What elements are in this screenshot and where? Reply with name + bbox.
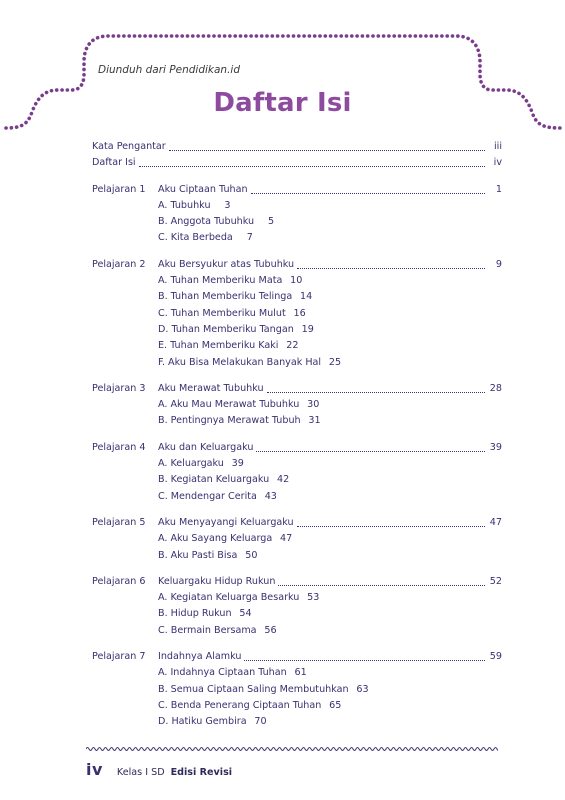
toc-page-number: 31	[308, 415, 321, 427]
toc-entry-title: Kata Pengantar	[92, 141, 166, 152]
table-of-contents	[92, 139, 502, 731]
toc-entry	[92, 515, 502, 531]
toc-subentry-letter: D.	[158, 323, 169, 335]
toc-page-number: 10	[290, 275, 303, 287]
toc-entry-title: Semua Ciptaan Saling Membutuhkan	[170, 683, 349, 695]
toc-entry-title: Indahnya Ciptaan Tuhan	[170, 667, 287, 679]
toc-entry-title: Tuhan Memberiku Mulut	[170, 307, 286, 319]
toc-entry	[92, 381, 502, 397]
toc-entry	[92, 257, 502, 273]
toc-subentry	[92, 698, 342, 714]
toc-entry-title: Pentingnya Merawat Tubuh	[170, 415, 301, 427]
toc-dot-leader	[297, 525, 485, 527]
footer-edition: Edisi Revisi	[170, 767, 233, 778]
toc-subentry	[92, 548, 258, 564]
toc-subentry-letter: A.	[158, 399, 168, 411]
toc-gap	[92, 564, 502, 574]
toc-entry	[92, 182, 502, 198]
toc-entry-title: Daftar Isi	[92, 157, 136, 169]
toc-page-number: 16	[293, 307, 306, 319]
toc-subentry-letter: A.	[158, 458, 168, 470]
toc-chapter-label: Pelajaran 5	[92, 516, 146, 528]
toc-entry	[92, 649, 502, 665]
toc-entry-title: Indahnya Alamku	[158, 651, 242, 663]
toc-subentry	[92, 230, 253, 246]
toc-gap	[92, 247, 502, 257]
toc-chapter-label: Pelajaran 7	[92, 651, 146, 663]
toc-chapter-label: Pelajaran 3	[92, 382, 146, 394]
toc-entry	[92, 440, 502, 456]
toc-page-number: 9	[495, 258, 502, 270]
toc-entry-title: Aku Sayang Keluarga	[170, 533, 273, 545]
page-footer	[86, 760, 232, 779]
toc-entry-title: Mendengar Cerita	[170, 490, 257, 502]
toc-chapter-label: Pelajaran 4	[92, 441, 146, 453]
toc-page-number: 47	[489, 516, 502, 528]
toc-subentry	[92, 623, 277, 639]
toc-subentry-letter: C.	[158, 307, 168, 319]
toc-entry-title: Anggota Tubuhku	[170, 216, 255, 228]
toc-page-number: 7	[246, 232, 253, 244]
toc-subentry-letter: D.	[158, 716, 169, 728]
toc-entry-title: Tubuhku	[170, 199, 211, 211]
toc-page-number: 65	[329, 699, 342, 711]
toc-subentry	[92, 456, 244, 472]
toc-dot-leader	[251, 192, 485, 194]
toc-subentry-letter: A.	[158, 592, 168, 604]
toc-dot-leader	[256, 450, 485, 452]
toc-subentry	[92, 273, 303, 289]
toc-page-number: 5	[268, 216, 275, 228]
toc-entry-title: Aku Menyayangi Keluargaku	[158, 516, 294, 528]
toc-subentry	[92, 413, 321, 429]
toc-subentry	[92, 338, 299, 354]
toc-entry-title: Aku Bisa Melakukan Banyak Hal	[168, 356, 322, 368]
toc-page-number: 28	[489, 382, 502, 394]
toc-entry-title: Aku Pasti Bisa	[170, 549, 238, 561]
toc-page-number: 43	[264, 490, 277, 502]
toc-page-number: 61	[294, 667, 307, 679]
toc-subentry-letter: C.	[158, 232, 168, 244]
toc-entry-title: Keluargaku	[170, 458, 224, 470]
toc-page-number: 3	[224, 199, 231, 211]
toc-subentry-letter: B.	[158, 216, 168, 228]
toc-subentry	[92, 289, 313, 305]
toc-subentry-letter: A.	[158, 275, 168, 287]
wave-line	[86, 748, 498, 751]
toc-subentry-letter: B.	[158, 608, 168, 620]
toc-subentry-letter: A.	[158, 199, 168, 211]
toc-page-number: 47	[280, 533, 293, 545]
footer-wave-divider	[86, 745, 498, 753]
toc-subentry	[92, 665, 307, 681]
toc-gap	[92, 172, 502, 182]
toc-entry-title: Aku Ciptaan Tuhan	[158, 183, 248, 195]
toc-page-number: 50	[245, 549, 258, 561]
toc-subentry	[92, 214, 275, 230]
toc-entry-title: Hidup Rukun	[170, 608, 232, 620]
toc-dot-leader	[267, 391, 485, 393]
toc-page-number: iv	[493, 157, 502, 169]
toc-entry-title: Aku dan Keluargaku	[158, 441, 254, 453]
toc-subentry	[92, 606, 252, 622]
toc-chapter-label: Pelajaran 2	[92, 258, 146, 270]
toc-entry-title: Aku Bersyukur atas Tubuhku	[158, 258, 295, 270]
toc-subentry	[92, 590, 320, 606]
toc-page-number: 25	[328, 356, 342, 368]
toc-subentry	[92, 472, 290, 488]
toc-dot-leader	[169, 149, 485, 151]
toc-page-number: 63	[356, 683, 369, 695]
toc-subentry	[92, 322, 314, 338]
toc-page-number: 22	[286, 340, 299, 352]
toc-entry-title: Tuhan Memberiku Kaki	[170, 340, 279, 352]
toc-page-number: 56	[264, 624, 277, 636]
toc-page-number: 30	[307, 399, 320, 411]
toc-gap	[92, 430, 502, 440]
toc-entry-title: Kita Berbeda	[170, 232, 233, 244]
toc-dot-leader	[244, 659, 485, 661]
toc-gap	[92, 371, 502, 381]
toc-dot-leader	[139, 165, 485, 167]
toc-subentry	[92, 682, 369, 698]
toc-page-number: 59	[489, 651, 502, 663]
toc-subentry	[92, 397, 320, 413]
toc-subentry-letter: C.	[158, 490, 168, 502]
toc-entry-title: Keluargaku Hidup Rukun	[158, 575, 276, 587]
toc-entry-title: Aku Mau Merawat Tubuhku	[170, 399, 300, 411]
toc-subentry	[92, 489, 277, 505]
toc-page-number: 42	[276, 474, 290, 486]
toc-entry	[92, 155, 502, 171]
toc-subentry-letter: C.	[158, 624, 168, 636]
toc-subentry	[92, 198, 231, 214]
toc-entry-title: Kegiatan Keluargaku	[170, 474, 270, 486]
toc-subentry-letter: A.	[158, 533, 168, 545]
toc-page-number: 70	[254, 716, 267, 728]
toc-entry	[92, 139, 502, 155]
toc-chapter-label: Pelajaran 6	[92, 575, 146, 587]
toc-page-number: 14	[300, 291, 313, 303]
toc-subentry-letter: B.	[158, 549, 168, 561]
toc-entry-title: Tuhan Memberiku Telinga	[170, 291, 293, 303]
toc-page-number: 19	[301, 323, 314, 335]
toc-page-number: 52	[489, 575, 502, 587]
toc-entry-title: Aku Merawat Tubuhku	[158, 382, 264, 394]
toc-entry	[92, 574, 502, 590]
toc-page-number: 53	[307, 592, 320, 604]
toc-chapter-label: Pelajaran 1	[92, 183, 146, 195]
toc-page-number: iii	[494, 141, 502, 152]
source-caption: Diunduh dari Pendidikan.id	[98, 64, 240, 76]
toc-entry-title: Benda Penerang Ciptaan Tuhan	[170, 699, 322, 711]
toc-subentry-letter: B.	[158, 683, 168, 695]
toc-entry-title: Tuhan Memberiku Tangan	[171, 323, 294, 335]
footer-page-number: iv	[86, 760, 103, 779]
toc-entry-title: Bermain Bersama	[170, 624, 257, 636]
toc-subentry-letter: B.	[158, 474, 168, 486]
toc-subentry	[92, 714, 267, 730]
toc-gap	[92, 505, 502, 515]
toc-page-number: 54	[239, 608, 252, 620]
toc-subentry-letter: A.	[158, 667, 168, 679]
toc-page-number: 39	[489, 441, 502, 453]
toc-entry-title: Tuhan Memberiku Mata	[170, 275, 283, 287]
toc-gap	[92, 639, 502, 649]
toc-page-number: 1	[495, 183, 502, 195]
toc-dot-leader	[278, 584, 485, 586]
toc-subentry-letter: C.	[158, 699, 168, 711]
toc-dot-leader	[297, 267, 485, 269]
toc-page-number: 39	[231, 458, 244, 470]
toc-subentry-letter: B.	[158, 415, 168, 427]
toc-subentry	[92, 531, 293, 547]
toc-entry-title: Hatiku Gembira	[171, 716, 247, 728]
toc-subentry	[92, 306, 306, 322]
footer-class-label: Kelas I SD	[116, 767, 165, 778]
toc-entry-title: Kegiatan Keluarga Besarku	[170, 592, 300, 604]
toc-subentry-letter: B.	[158, 291, 168, 303]
page-title: Daftar Isi	[213, 88, 352, 118]
toc-subentry-letter: F.	[158, 356, 166, 368]
toc-subentry	[92, 355, 342, 371]
toc-subentry-letter: E.	[158, 340, 168, 352]
